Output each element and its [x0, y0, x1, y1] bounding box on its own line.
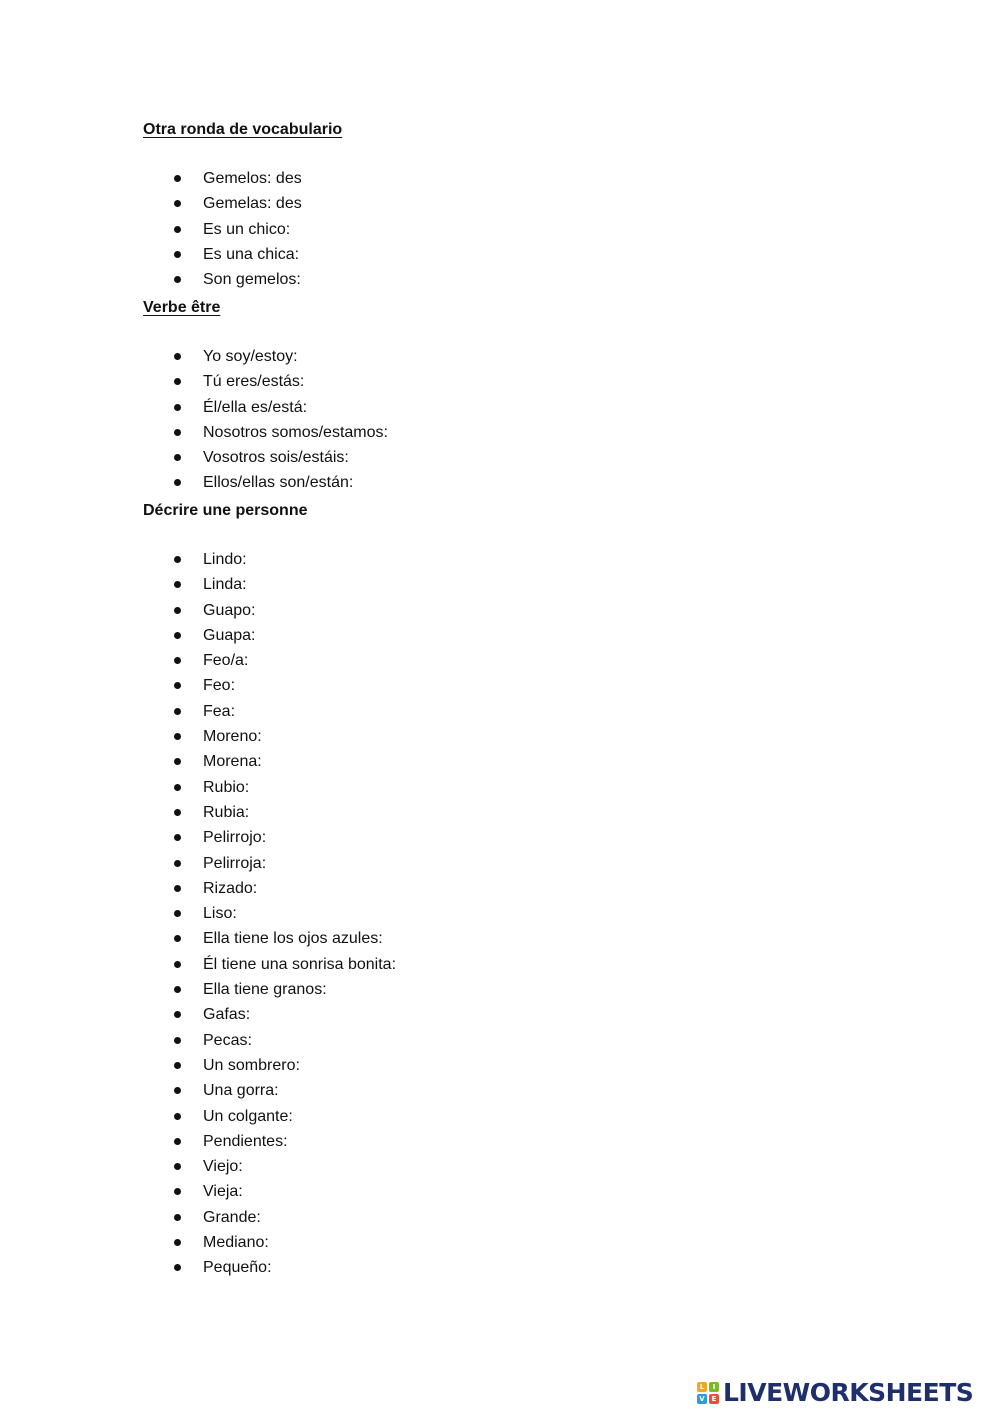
bullet-icon [174, 1011, 181, 1018]
bullet-icon [174, 1239, 181, 1246]
list-item-text: Son gemelos: [203, 271, 301, 289]
bullet-icon [174, 1264, 181, 1271]
list-item-text: Feo: [203, 677, 236, 695]
list-item [143, 749, 396, 774]
list-item-text: Es un chico: [203, 220, 291, 238]
bullet-icon [174, 657, 181, 664]
list-item [143, 724, 396, 749]
section-vocabulario [143, 120, 342, 292]
verb-conjugation-list [143, 344, 388, 496]
list-item-text: Moreno: [203, 728, 262, 746]
list-item [143, 775, 396, 800]
list-item [143, 1104, 396, 1129]
logo-mark-tile: L [697, 1382, 707, 1392]
list-item-text: Guapo: [203, 601, 256, 619]
section-title: Otra ronda de vocabulario [143, 121, 343, 138]
list-item [143, 470, 388, 495]
bullet-icon [174, 758, 181, 765]
bullet-icon [174, 708, 181, 715]
bullet-icon [174, 454, 181, 461]
bullet-icon [174, 1163, 181, 1170]
list-item-text: Guapa: [203, 626, 256, 644]
list-item-text: Rubio: [203, 778, 250, 796]
bullet-icon [174, 986, 181, 993]
list-item-text: Pecas: [203, 1031, 252, 1049]
list-item [143, 876, 396, 901]
list-item [143, 344, 388, 369]
list-item [143, 952, 396, 977]
list-item-text: Vosotros sois/estáis: [203, 449, 349, 467]
bullet-icon [174, 200, 181, 207]
list-item [143, 1154, 396, 1179]
list-item-text: Fea: [203, 702, 236, 720]
list-item-text: Liso: [203, 905, 237, 923]
list-item [143, 267, 342, 292]
list-item-text: Ella tiene granos: [203, 981, 327, 999]
list-item-text: Gafas: [203, 1006, 251, 1024]
list-item [143, 800, 396, 825]
bullet-icon [174, 276, 181, 283]
bullet-icon [174, 784, 181, 791]
list-item [143, 420, 388, 445]
bullet-icon [174, 353, 181, 360]
list-item [143, 1255, 396, 1280]
list-item [143, 851, 396, 876]
section-title: Verbe être [143, 299, 221, 316]
list-item [143, 623, 396, 648]
list-item [143, 395, 388, 420]
list-item [143, 572, 396, 597]
bullet-icon [174, 834, 181, 841]
bullet-icon [174, 632, 181, 639]
list-item-text: Nosotros somos/estamos: [203, 423, 388, 441]
list-item [143, 191, 342, 216]
list-item [143, 673, 396, 698]
section-verbe-etre [143, 298, 388, 496]
logo-text: LIVEWORKSHEETS [723, 1378, 974, 1407]
bullet-icon [174, 1113, 181, 1120]
list-item-text: Viejo: [203, 1158, 243, 1176]
list-item [143, 1053, 396, 1078]
list-item [143, 1205, 396, 1230]
list-item [143, 699, 396, 724]
list-item-text: Linda: [203, 576, 247, 594]
bullet-icon [174, 378, 181, 385]
list-item-text: Rubia: [203, 803, 250, 821]
list-item [143, 242, 342, 267]
list-item [143, 901, 396, 926]
list-item [143, 166, 342, 191]
list-item [143, 648, 396, 673]
list-item-text: Lindo: [203, 551, 247, 568]
list-item [143, 445, 388, 470]
bullet-icon [174, 607, 181, 614]
bullet-icon [174, 1214, 181, 1221]
bullet-icon [174, 885, 181, 892]
list-item [143, 926, 396, 951]
logo-mark-tile: E [709, 1394, 719, 1404]
bullet-icon [174, 682, 181, 689]
bullet-icon [174, 251, 181, 258]
list-item-text: Feo/a: [203, 652, 249, 670]
list-item-text: Pelirrojo: [203, 829, 267, 847]
bullet-icon [174, 809, 181, 816]
bullet-icon [174, 581, 181, 588]
logo-mark-tile: I [709, 1382, 719, 1392]
list-item [143, 1002, 396, 1027]
bullet-icon [174, 1037, 181, 1044]
bullet-icon [174, 175, 181, 182]
bullet-icon [174, 479, 181, 486]
bullet-icon [174, 935, 181, 942]
list-item-text: Gemelas: des [203, 195, 302, 213]
list-item-text: Rizado: [203, 879, 258, 897]
bullet-icon [174, 860, 181, 867]
list-item [143, 598, 396, 623]
list-item-text: Gemelos: des [203, 170, 302, 187]
section-decrire-personne [143, 501, 396, 1281]
list-item-text: Un colgante: [203, 1107, 293, 1125]
list-item-text: Pendientes: [203, 1132, 288, 1150]
bullet-icon [174, 1188, 181, 1195]
logo-mark-tile: V [697, 1394, 707, 1404]
bullet-icon [174, 1062, 181, 1069]
bullet-icon [174, 226, 181, 233]
liveworksheets-logo [697, 1376, 973, 1410]
bullet-icon [174, 1087, 181, 1094]
logo-mark-icon [697, 1382, 719, 1404]
list-item-text: Él/ella es/está: [203, 398, 308, 416]
bullet-icon [174, 404, 181, 411]
bullet-icon [174, 961, 181, 968]
bullet-icon [174, 910, 181, 917]
list-item [143, 369, 388, 394]
list-item-text: Mediano: [203, 1234, 269, 1252]
bullet-icon [174, 1138, 181, 1145]
list-item-text: Ella tiene los ojos azules: [203, 930, 383, 948]
list-item-text: Es una chica: [203, 245, 300, 263]
list-item-text: Un sombrero: [203, 1056, 300, 1074]
list-item [143, 977, 396, 1002]
list-item-text: Una gorra: [203, 1082, 279, 1100]
list-item-text: Ellos/ellas son/están: [203, 474, 354, 492]
bullet-icon [174, 429, 181, 436]
list-item-text: Grande: [203, 1208, 261, 1226]
list-item [143, 1129, 396, 1154]
list-item-text: Vieja: [203, 1183, 243, 1201]
list-item [143, 547, 396, 572]
list-item [143, 1028, 396, 1053]
list-item-text: Morena: [203, 753, 262, 771]
list-item-text: Yo soy/estoy: [203, 348, 298, 365]
list-item-text: Pelirroja: [203, 854, 267, 872]
list-item-text: Tú eres/estás: [203, 373, 305, 391]
list-item [143, 217, 342, 242]
list-item [143, 1179, 396, 1204]
list-item [143, 1078, 396, 1103]
list-item-text: Pequeño: [203, 1259, 272, 1277]
description-list [143, 547, 396, 1281]
bullet-icon [174, 733, 181, 740]
list-item [143, 825, 396, 850]
section-title: Décrire une personne [143, 502, 308, 519]
list-item-text: Él tiene una sonrisa bonita: [203, 955, 397, 973]
vocabulary-list [143, 166, 342, 292]
list-item [143, 1230, 396, 1255]
bullet-icon [174, 556, 181, 563]
